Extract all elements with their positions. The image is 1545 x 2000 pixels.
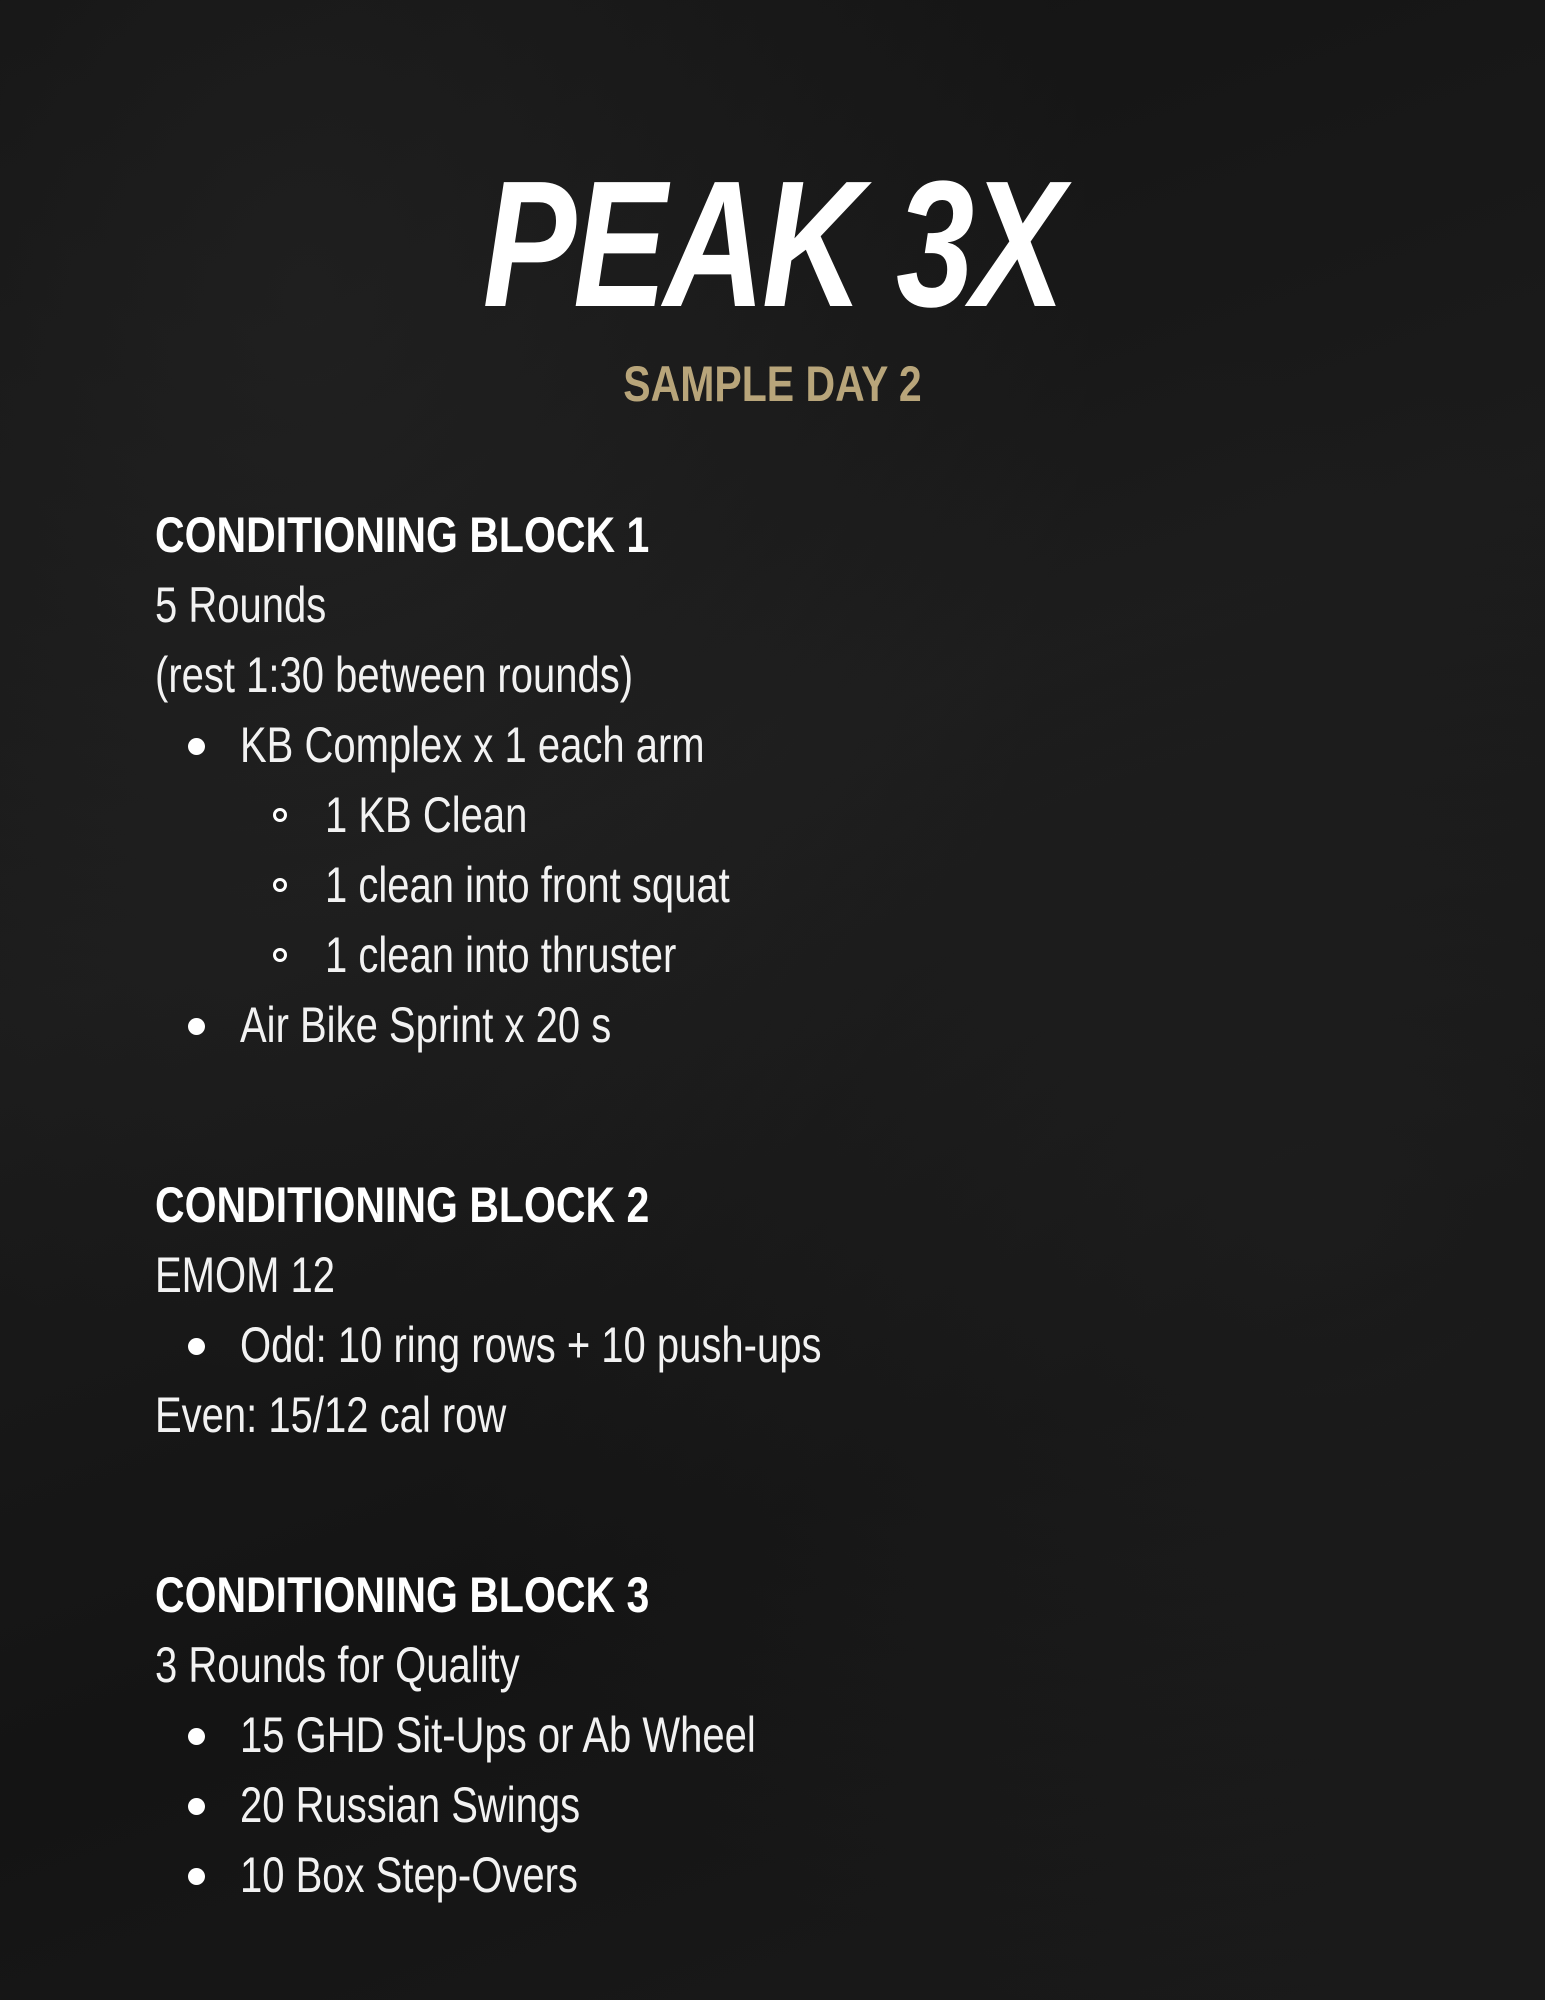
block-heading: CONDITIONING BLOCK 1 <box>155 507 650 563</box>
bullet-dot-icon <box>188 1338 205 1355</box>
bullet-dot-icon <box>188 1868 205 1885</box>
list-item-text: Odd: 10 ring rows + 10 push-ups <box>240 1317 822 1373</box>
bullet-dot-icon <box>188 1728 205 1745</box>
list-item <box>155 1770 1405 1840</box>
list-item-text: 15 GHD Sit-Ups or Ab Wheel <box>240 1707 756 1763</box>
list-item-text: KB Complex x 1 each arm <box>240 717 705 773</box>
workout-content <box>155 500 1405 1910</box>
page-subtitle: SAMPLE DAY 2 <box>623 356 922 412</box>
conditioning-block-1 <box>155 500 1405 1060</box>
list-item <box>155 1310 1405 1380</box>
block-heading: CONDITIONING BLOCK 2 <box>155 1177 650 1233</box>
sub-list-item-text: 1 clean into front squat <box>325 857 730 913</box>
hollow-bullet-icon <box>273 878 287 892</box>
conditioning-block-2 <box>155 1170 1405 1450</box>
sub-list-item <box>155 920 1405 990</box>
block-heading: CONDITIONING BLOCK 3 <box>155 1567 650 1623</box>
block-followup-line: Even: 15/12 cal row <box>155 1387 507 1443</box>
block-spacer <box>155 1060 1405 1170</box>
list-item <box>155 1840 1405 1910</box>
sub-list-item <box>155 850 1405 920</box>
list-item-text: 10 Box Step-Overs <box>240 1847 578 1903</box>
sub-list-item <box>155 780 1405 850</box>
list-item <box>155 1700 1405 1770</box>
block-description: EMOM 12 <box>155 1247 336 1303</box>
hollow-bullet-icon <box>273 808 287 822</box>
block-description: 3 Rounds for Quality <box>155 1637 520 1693</box>
page-header <box>0 144 1545 412</box>
bullet-dot-icon <box>188 1018 205 1035</box>
hollow-bullet-icon <box>273 948 287 962</box>
list-item <box>155 990 1405 1060</box>
list-item-text: 20 Russian Swings <box>240 1777 581 1833</box>
sub-list-item-text: 1 clean into thruster <box>325 927 677 983</box>
list-item-text: Air Bike Sprint x 20 s <box>240 997 612 1053</box>
block-description: 5 Rounds <box>155 577 327 633</box>
bullet-dot-icon <box>188 1798 205 1815</box>
conditioning-block-3 <box>155 1560 1405 1910</box>
block-spacer <box>155 1450 1405 1560</box>
sub-list-item-text: 1 KB Clean <box>325 787 528 843</box>
list-item <box>155 710 1405 780</box>
block-rest-note: (rest 1:30 between rounds) <box>155 647 634 703</box>
bullet-dot-icon <box>188 738 205 755</box>
page-title: PEAK 3X <box>483 144 1062 345</box>
